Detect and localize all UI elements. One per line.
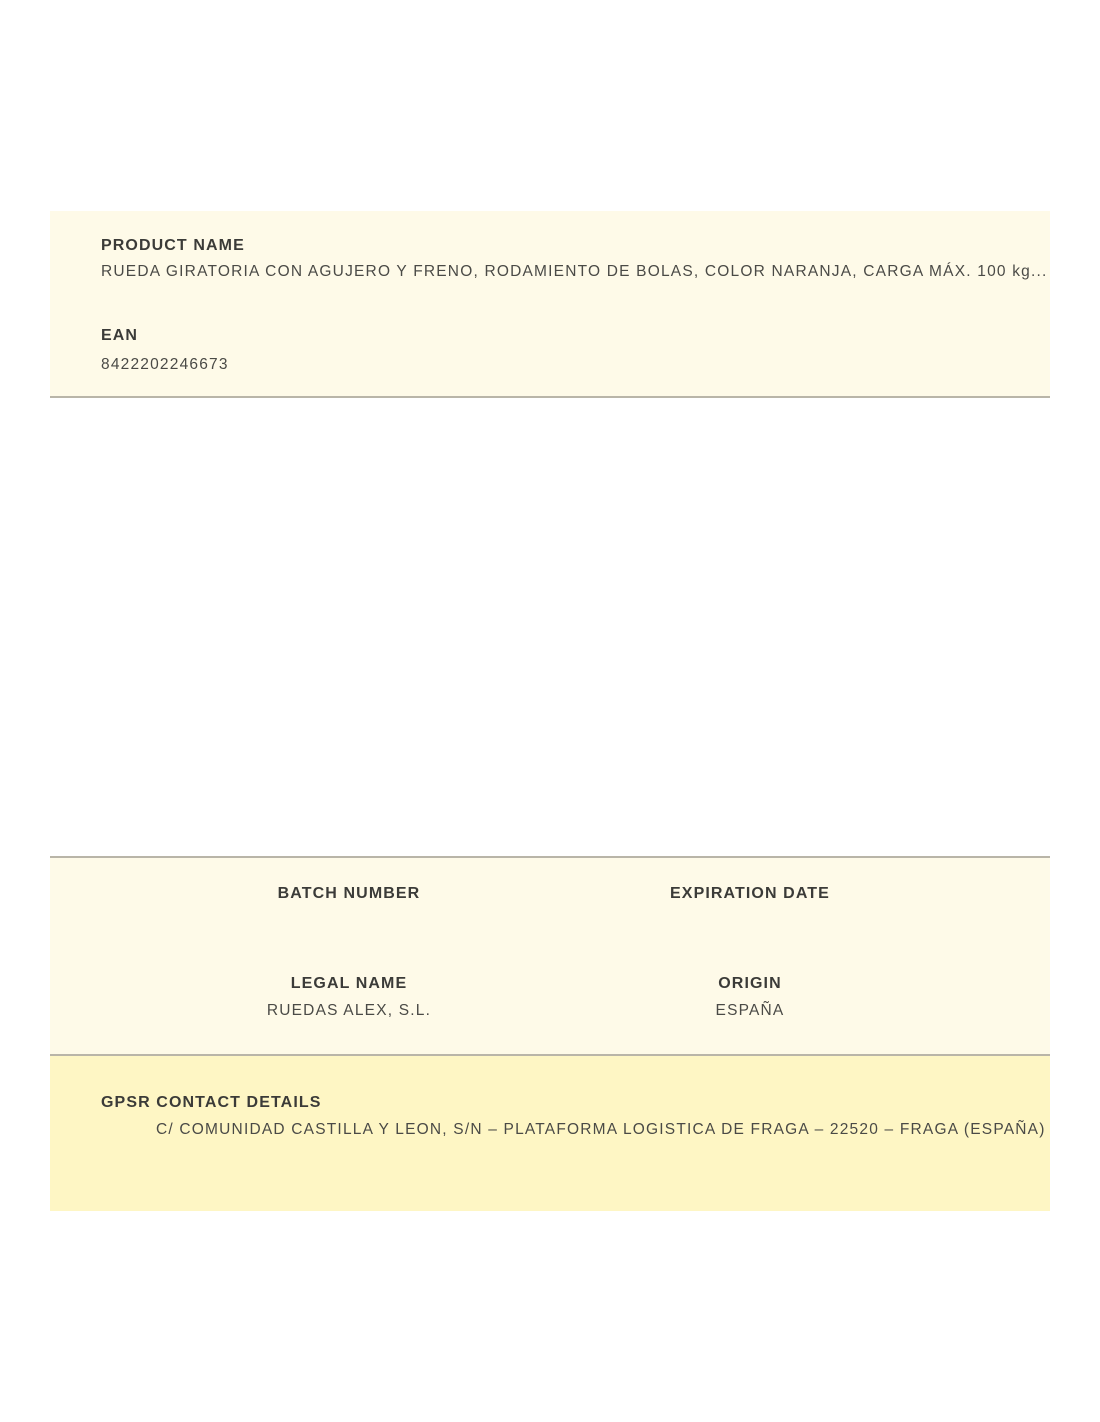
product-name-label: PRODUCT NAME <box>101 237 245 254</box>
legal-name-label: LEGAL NAME <box>290 975 408 992</box>
batch-number-label: BATCH NUMBER <box>277 885 421 902</box>
product-name-value: RUEDA GIRATORIA CON AGUJERO Y FRENO, RODAMIENTO DE BOLAS, COLOR NARANJA, CARGA MÁX. 100 kg... <box>101 263 1048 280</box>
expiration-date-cell <box>600 885 900 912</box>
ean-label: EAN <box>101 327 139 344</box>
origin-value: ESPAÑA <box>715 1002 785 1019</box>
origin-label: ORIGIN <box>718 975 782 992</box>
gpsr-contact-panel <box>50 1056 1050 1211</box>
gpsr-contact-address: C/ COMUNIDAD CASTILLA Y LEON, S/N – PLATAFORMA LOGISTICA DE FRAGA – 22520 – FRAGA (ESPAÑA) <box>156 1121 1046 1138</box>
expiration-date-label: EXPIRATION DATE <box>670 885 830 902</box>
origin-cell <box>600 975 900 1020</box>
batch-number-cell <box>199 885 499 912</box>
gpsr-contact-label: GPSR CONTACT DETAILS <box>101 1094 322 1111</box>
product-details-panel <box>50 856 1050 1056</box>
ean-value: 8422202246673 <box>101 356 229 373</box>
legal-name-cell <box>199 975 499 1020</box>
product-info-panel <box>50 211 1050 398</box>
legal-name-value: RUEDAS ALEX, S.L. <box>266 1002 432 1019</box>
